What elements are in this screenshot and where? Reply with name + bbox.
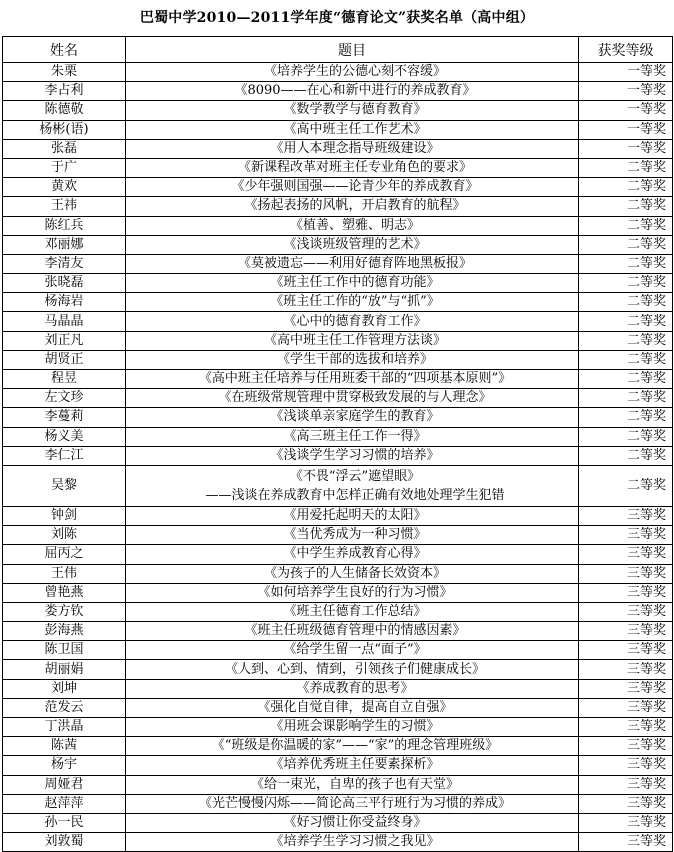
cell-award: 二等奖 <box>579 370 673 389</box>
table-row <box>3 197 673 216</box>
title-line: 《高中班主任工作管理方法谈》 <box>263 332 446 348</box>
cell-name: 钟剑 <box>3 506 126 525</box>
table-body <box>3 63 673 852</box>
cell-award: 二等奖 <box>579 312 673 331</box>
cell-award: 三等奖 <box>579 813 673 832</box>
cell-award: 一等奖 <box>579 82 673 101</box>
title-line: 《用人本理念指导班级建设》 <box>270 140 440 156</box>
cell-award: 二等奖 <box>579 389 673 408</box>
table-row <box>3 698 673 717</box>
table-row <box>3 794 673 813</box>
cell-award: 三等奖 <box>579 833 673 852</box>
table-row <box>3 775 673 794</box>
table-row <box>3 408 673 427</box>
cell-name: 李仁江 <box>3 446 126 465</box>
title-line: 《不畏“浮云”遮望眼》 <box>289 468 421 484</box>
table-row <box>3 833 673 852</box>
table-row <box>3 158 673 177</box>
cell-title <box>126 139 579 158</box>
cell-name: 彭海燕 <box>3 622 126 641</box>
cell-award: 三等奖 <box>579 564 673 583</box>
cell-title <box>126 350 579 369</box>
cell-name: 刘敦蜀 <box>3 833 126 852</box>
cell-title <box>126 794 579 813</box>
title-line: 《在班级常规管理中贯穿极致发展的与人理念》 <box>218 390 492 406</box>
title-line: 《班主任班级德育管理中的情感因素》 <box>244 623 466 639</box>
cell-name: 杨宇 <box>3 756 126 775</box>
table-row <box>3 274 673 293</box>
cell-name: 赵萍萍 <box>3 794 126 813</box>
table-row <box>3 427 673 446</box>
table-row <box>3 293 673 312</box>
cell-name: 马晶晶 <box>3 312 126 331</box>
cell-title <box>126 312 579 331</box>
cell-title <box>126 641 579 660</box>
title-line: 《中学生养成教育心得》 <box>283 546 427 562</box>
cell-award: 二等奖 <box>579 408 673 427</box>
table-row <box>3 602 673 621</box>
cell-name: 刘正凡 <box>3 331 126 350</box>
cell-name: 刘坤 <box>3 679 126 698</box>
cell-title <box>126 389 579 408</box>
cell-title <box>126 506 579 525</box>
cell-name: 范发云 <box>3 698 126 717</box>
cell-name: 李占利 <box>3 82 126 101</box>
cell-name: 胡贤正 <box>3 350 126 369</box>
cell-title <box>126 698 579 717</box>
cell-name: 杨彬(语) <box>3 120 126 139</box>
cell-name: 杨海岩 <box>3 293 126 312</box>
cell-award: 二等奖 <box>579 274 673 293</box>
title-line: 《8090——在心和新中进行的养成教育》 <box>234 83 476 99</box>
cell-name: 张磊 <box>3 139 126 158</box>
title-line: 《浅谈单亲家庭学生的教育》 <box>270 409 440 425</box>
table-row <box>3 312 673 331</box>
cell-title <box>126 178 579 197</box>
title-line: 《少年强则国强——论青少年的养成教育》 <box>231 179 479 195</box>
table-row <box>3 660 673 679</box>
cell-award: 三等奖 <box>579 718 673 737</box>
cell-award: 二等奖 <box>579 350 673 369</box>
title-line: 《扬起表扬的风帆，开启教育的航程》 <box>244 198 466 214</box>
table-row <box>3 641 673 660</box>
table-header-row <box>3 37 673 63</box>
table-row <box>3 506 673 525</box>
cell-name: 胡丽娟 <box>3 660 126 679</box>
cell-award: 三等奖 <box>579 526 673 545</box>
table-row <box>3 254 673 273</box>
cell-title <box>126 331 579 350</box>
title-line: 《班主任德育工作总结》 <box>283 603 427 619</box>
cell-award: 二等奖 <box>579 427 673 446</box>
cell-title <box>126 293 579 312</box>
title-line: 《“班级是你温暖的家”——“家”的理念管理班级》 <box>211 738 499 754</box>
cell-title <box>126 622 579 641</box>
cell-award: 二等奖 <box>579 446 673 465</box>
title-line: 《强化自觉自律，提高自立自强》 <box>257 699 453 715</box>
table-row <box>3 101 673 120</box>
page-title: 巴蜀中学2010—2011学年度“德育论文”获奖名单（高中组） <box>139 10 535 26</box>
title-line: 《新课程改革对班主任专业角色的要求》 <box>237 160 472 176</box>
cell-title <box>126 254 579 273</box>
table-row <box>3 63 673 82</box>
title-line: 《如何培养学生良好的行为习惯》 <box>257 584 453 600</box>
table-row <box>3 120 673 139</box>
cell-award: 二等奖 <box>579 235 673 254</box>
cell-title <box>126 370 579 389</box>
title-line: 《数学教学与德育教育》 <box>283 102 427 118</box>
header-award: 获奖等级 <box>579 37 673 63</box>
cell-title <box>126 446 579 465</box>
cell-title <box>126 63 579 82</box>
cell-name: 刘陈 <box>3 526 126 545</box>
table-row <box>3 139 673 158</box>
title-line: 《学生干部的选拔和培养》 <box>276 351 433 367</box>
cell-title <box>126 101 579 120</box>
cell-award: 三等奖 <box>579 660 673 679</box>
cell-award: 二等奖 <box>579 293 673 312</box>
cell-award: 三等奖 <box>579 698 673 717</box>
table-row <box>3 370 673 389</box>
cell-name: 程昱 <box>3 370 126 389</box>
cell-name: 周娅君 <box>3 775 126 794</box>
table-row <box>3 718 673 737</box>
cell-award: 二等奖 <box>579 465 673 506</box>
cell-name: 张晓磊 <box>3 274 126 293</box>
table-row <box>3 622 673 641</box>
title-line: 《心中的德育教育工作》 <box>283 313 427 329</box>
title-line: 《给学生留一点“面子”》 <box>283 642 427 658</box>
title-line: 《高三班主任工作一得》 <box>283 428 427 444</box>
cell-name: 朱栗 <box>3 63 126 82</box>
title-line: 《养成教育的思考》 <box>296 680 414 696</box>
cell-name: 陈卫国 <box>3 641 126 660</box>
title-line: 《给一束光，自卑的孩子也有天堂》 <box>250 776 459 792</box>
title-line: 《浅谈班级管理的艺术》 <box>283 236 427 252</box>
title-line: 《好习惯让你受益终身》 <box>283 815 427 831</box>
cell-title <box>126 718 579 737</box>
cell-award: 二等奖 <box>579 216 673 235</box>
title-line: 《培养学生的公德心刻不容缓》 <box>263 64 446 80</box>
cell-name: 于广 <box>3 158 126 177</box>
cell-title <box>126 197 579 216</box>
cell-award: 三等奖 <box>579 679 673 698</box>
cell-award: 二等奖 <box>579 158 673 177</box>
table-row <box>3 216 673 235</box>
title-line: 《培养学生学习习惯之我见》 <box>270 834 440 850</box>
cell-award: 三等奖 <box>579 622 673 641</box>
title-line: 《培养优秀班主任要素探析》 <box>270 757 440 773</box>
table-row <box>3 235 673 254</box>
table-row <box>3 564 673 583</box>
cell-title <box>126 545 579 564</box>
cell-award: 三等奖 <box>579 756 673 775</box>
cell-title <box>126 737 579 756</box>
cell-award: 三等奖 <box>579 641 673 660</box>
header-name: 姓名 <box>3 37 126 63</box>
cell-name: 左文珍 <box>3 389 126 408</box>
table-row <box>3 545 673 564</box>
table-row <box>3 178 673 197</box>
title-line: 《光芒慢慢闪烁——简论高三平行班行为习惯的养成》 <box>198 795 511 811</box>
cell-award: 三等奖 <box>579 545 673 564</box>
cell-name: 李蔓莉 <box>3 408 126 427</box>
cell-name: 孙一民 <box>3 813 126 832</box>
cell-title <box>126 427 579 446</box>
cell-title <box>126 408 579 427</box>
cell-award: 三等奖 <box>579 583 673 602</box>
table-row <box>3 756 673 775</box>
table-row <box>3 526 673 545</box>
header-title: 题目 <box>126 37 579 63</box>
cell-award: 二等奖 <box>579 178 673 197</box>
cell-name: 李清友 <box>3 254 126 273</box>
table-row <box>3 446 673 465</box>
cell-title <box>126 120 579 139</box>
title-line: 《为孩子的人生储备长效资本》 <box>263 565 446 581</box>
cell-award: 一等奖 <box>579 139 673 158</box>
cell-award: 一等奖 <box>579 101 673 120</box>
table-row <box>3 82 673 101</box>
cell-name: 杨义美 <box>3 427 126 446</box>
title-line: 《植善、塑雅、明志》 <box>289 217 420 233</box>
cell-award: 一等奖 <box>579 63 673 82</box>
cell-award: 三等奖 <box>579 506 673 525</box>
cell-name: 屈丙之 <box>3 545 126 564</box>
table-row <box>3 679 673 698</box>
cell-title <box>126 775 579 794</box>
title-line: 《高中班主任培养与任用班委干部的“四项基本原则”》 <box>198 371 512 387</box>
title-line: ——浅谈在养成教育中怎样正确有效地处理学生犯错 <box>205 487 505 503</box>
cell-name: 黄欢 <box>3 178 126 197</box>
table-row <box>3 389 673 408</box>
cell-award: 三等奖 <box>579 602 673 621</box>
cell-award: 三等奖 <box>579 794 673 813</box>
cell-award: 二等奖 <box>579 197 673 216</box>
cell-award: 二等奖 <box>579 331 673 350</box>
title-line: 《人到、心到、情到，引领孩子们健康成长》 <box>224 661 485 677</box>
cell-title <box>126 158 579 177</box>
cell-name: 陈德敬 <box>3 101 126 120</box>
cell-title <box>126 756 579 775</box>
cell-title <box>126 660 579 679</box>
table-row <box>3 813 673 832</box>
title-line: 《当优秀成为一种习惯》 <box>283 527 427 543</box>
title-line: 《高中班主任工作艺术》 <box>283 121 427 137</box>
cell-award: 二等奖 <box>579 254 673 273</box>
cell-award: 一等奖 <box>579 120 673 139</box>
cell-award: 三等奖 <box>579 737 673 756</box>
cell-name: 邓丽娜 <box>3 235 126 254</box>
title-line: 《用班会课影响学生的习惯》 <box>270 719 440 735</box>
table-row <box>3 465 673 506</box>
cell-title <box>126 602 579 621</box>
cell-title <box>126 583 579 602</box>
cell-title <box>126 235 579 254</box>
table-row <box>3 583 673 602</box>
cell-name: 陈红兵 <box>3 216 126 235</box>
cell-title <box>126 564 579 583</box>
cell-title <box>126 813 579 832</box>
cell-title <box>126 216 579 235</box>
title-line: 《浅谈学生学习习惯的培养》 <box>270 447 440 463</box>
title-line: 《莫被遗忘——利用好德育阵地黑板报》 <box>237 255 472 271</box>
title-line: 《班主任工作的“放”与“抓”》 <box>270 294 440 310</box>
cell-title <box>126 465 579 506</box>
cell-title <box>126 526 579 545</box>
cell-name: 王伟 <box>3 564 126 583</box>
cell-name: 丁洪晶 <box>3 718 126 737</box>
cell-name: 娄方钦 <box>3 602 126 621</box>
cell-title <box>126 833 579 852</box>
cell-name: 吴黎 <box>3 465 126 506</box>
table-row <box>3 350 673 369</box>
cell-name: 曾艳燕 <box>3 583 126 602</box>
cell-award: 三等奖 <box>579 775 673 794</box>
cell-name: 王祎 <box>3 197 126 216</box>
table-row <box>3 737 673 756</box>
table-row <box>3 331 673 350</box>
cell-title <box>126 274 579 293</box>
cell-title <box>126 82 579 101</box>
award-table <box>2 36 673 852</box>
title-line: 《班主任工作中的德育功能》 <box>270 275 440 291</box>
title-line: 《用爱托起明天的太阳》 <box>283 508 427 524</box>
cell-title <box>126 679 579 698</box>
cell-name: 陈茜 <box>3 737 126 756</box>
